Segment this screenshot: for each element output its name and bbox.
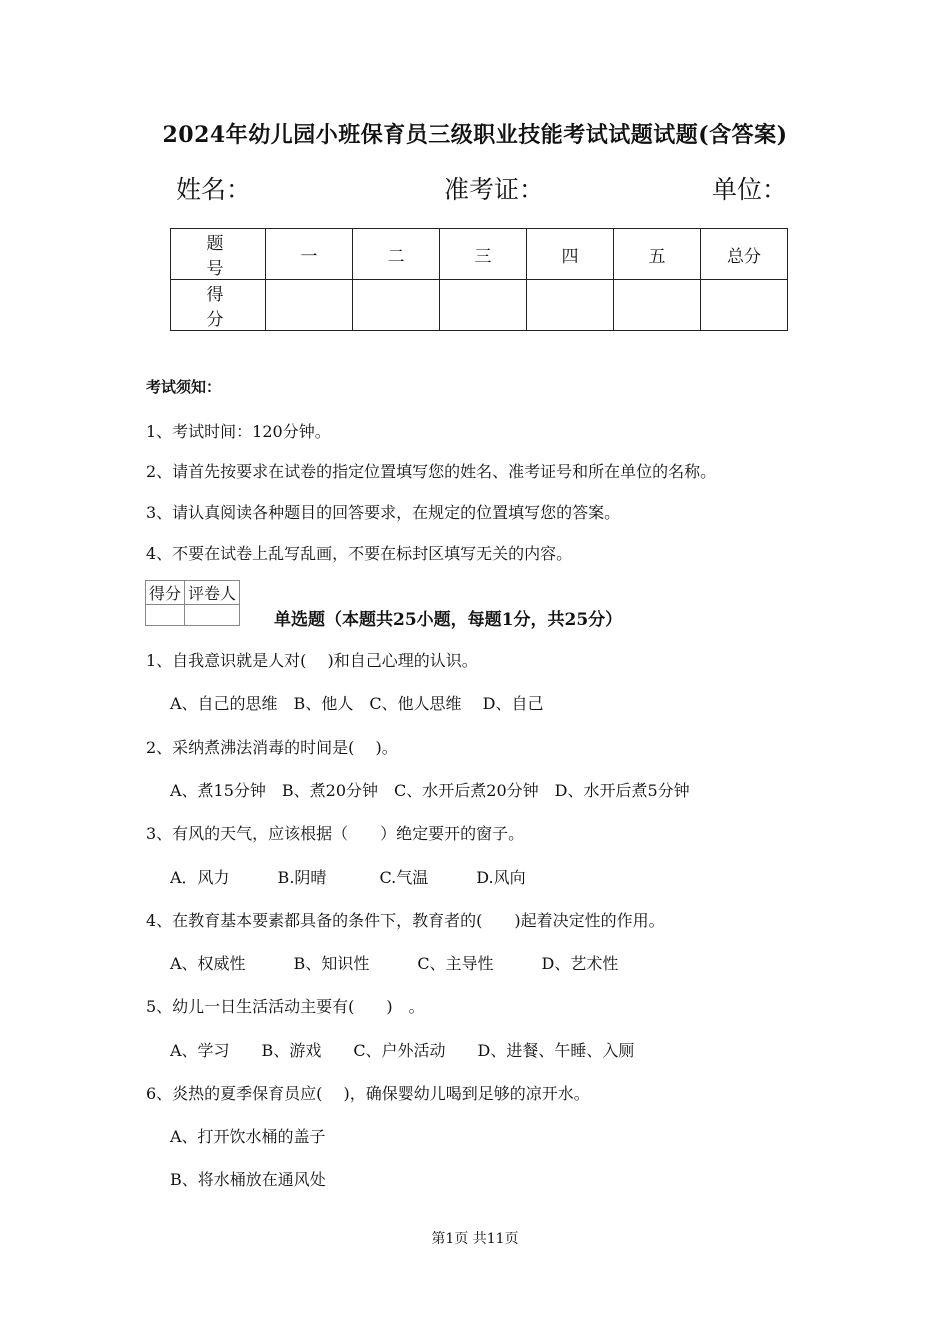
score-cell[interactable] [440, 280, 527, 331]
notice-item: 2、请首先按要求在试卷的指定位置填写您的姓名、准考证号和所在单位的名称。 [146, 462, 717, 481]
grader-table-header-row [146, 581, 240, 605]
score-cell[interactable] [527, 280, 614, 331]
score-table-header-cell: 二 [353, 229, 440, 280]
question-2: 2、采纳煮沸法消毒的时间是( )。 [146, 738, 398, 757]
question-3: 3、有风的天气，应该根据（ ）绝定要开的窗子。 [146, 824, 525, 843]
question-5-options: A、学习 B、游戏 C、户外活动 D、进餐、午睡、入厕 [170, 1041, 635, 1060]
notice-item: 3、请认真阅读各种题目的回答要求，在规定的位置填写您的答案。 [146, 503, 621, 522]
grader-table-blank-row [146, 605, 240, 626]
exam-number-field-label: 准考证： [444, 175, 545, 204]
question-6: 6、炎热的夏季保育员应( )，确保婴幼儿喝到足够的凉开水。 [146, 1084, 590, 1103]
question-3-options: A．风力 B.阴晴 C.气温 D.风向 [170, 868, 526, 887]
score-cell[interactable] [353, 280, 440, 331]
question-1: 1、自我意识就是人对( )和自己心理的认识。 [146, 651, 478, 670]
score-table-score-row [171, 280, 788, 331]
question-4: 4、在教育基本要素都具备的条件下，教育者的( )起着决定性的作用。 [146, 911, 665, 930]
score-table-header-cell: 总分 [701, 229, 788, 280]
grader-score-cell[interactable] [146, 605, 185, 626]
question-4-options: A、权威性 B、知识性 C、主导性 D、艺术性 [170, 954, 619, 973]
score-cell[interactable] [614, 280, 701, 331]
score-table-header-cell: 一 [266, 229, 353, 280]
score-cell[interactable] [266, 280, 353, 331]
score-cell[interactable] [701, 280, 788, 331]
page-footer: 第1页 共11页 [431, 1231, 519, 1247]
score-table-header-cell: 五 [614, 229, 701, 280]
notice-item: 1、考试时间：120分钟。 [146, 422, 331, 441]
name-field-label: 姓名： [176, 175, 252, 204]
question-6-option-b: B、将水桶放在通风处 [170, 1170, 326, 1189]
grader-name-cell[interactable] [185, 605, 240, 626]
score-table-header-cell: 四 [527, 229, 614, 280]
grader-score-label: 得分 [146, 581, 185, 605]
score-table [170, 228, 788, 331]
notice-item: 4、不要在试卷上乱写乱画，不要在标封区填写无关的内容。 [146, 544, 573, 563]
grader-table [145, 580, 240, 626]
notice-heading: 考试须知： [146, 378, 222, 396]
question-5: 5、幼儿一日生活活动主要有( ) 。 [146, 997, 425, 1016]
question-1-options: A、自己的思维 B、他人 C、他人思维 D、自己 [170, 694, 544, 713]
section-title: 单选题（本题共25小题，每题1分，共25分） [274, 610, 623, 630]
question-6-option-a: A、打开饮水桶的盖子 [170, 1127, 326, 1146]
question-2-options: A、煮15分钟 B、煮20分钟 C、水开后煮20分钟 D、水开后煮5分钟 [170, 781, 690, 800]
score-table-header-cell: 题 号 [171, 229, 266, 280]
page-title: 2024年幼儿园小班保育员三级职业技能考试试题试题(含答案) [162, 122, 788, 148]
grader-name-label: 评卷人 [185, 581, 240, 605]
unit-field-label: 单位： [712, 175, 788, 204]
score-row-label: 得 分 [171, 280, 266, 331]
score-table-header-row [171, 229, 788, 280]
score-table-header-cell: 三 [440, 229, 527, 280]
